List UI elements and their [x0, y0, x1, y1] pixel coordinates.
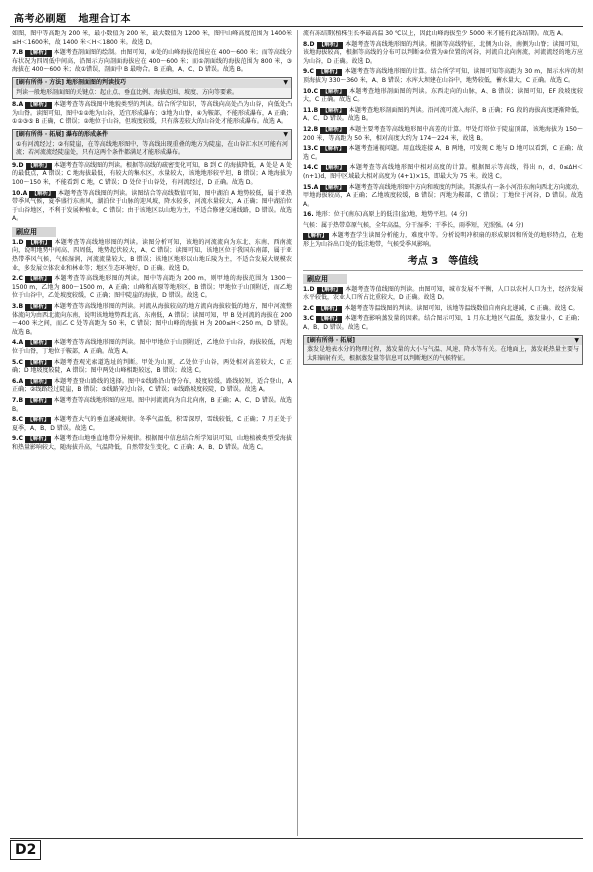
question-number: 2.C [12, 275, 26, 283]
analysis-tag: 【解析】 [27, 417, 50, 424]
analysis-tag: 【解析】 [27, 436, 50, 443]
question-number: 3.B [12, 303, 26, 311]
book-series: 高考必刷题 [14, 14, 67, 25]
tip-box-title [13, 131, 291, 140]
answer-text: 如图，图中等高距为 200 米，最小数值为 200 米，最大数值为 1200 米，图中山峰高度范围为 1400米≤H＜1600米，故 1400 米＜H＜1800 米。故选 D。 [12, 30, 292, 46]
analysis-tag: 【解析】 [322, 165, 345, 172]
answer-item [303, 107, 583, 124]
answer-item [12, 435, 292, 452]
analysis-tag: 【解析】 [318, 41, 342, 48]
answer-text: 本题考查影响蒸发量的因素。结合图示可知，1 月东北地区气温低，蒸发量小，C 正确；A、B、D 错误。故选 C。 [303, 315, 583, 332]
right-column [303, 30, 583, 836]
answer-text: 本题考查等高线图的判读。根据等高线的疏密变化可知，B 到 C 的海拔降低，A 处是 A 处的最低点，A 错误；C 地海拔最低，有较大的集水区，水量较大，该地地形较平坦，B 错误；A 地海拔为 100～150 米，不能看到 C 地，C 错误；D 处位于山谷处，有河流经过，D 正确。故选 D。 [12, 161, 292, 186]
question-number: 2.C [303, 304, 316, 312]
answer-text: 本题考查剖面图的绘制。由图可知，④处的山峰海拔范围应在 400～600 米；而等高线分布状况为四周低中间高，沿图示方向剖面海拔应在 400～600 米；而①剖面线的海拔范围为 800 米，③海拔在 400～600 米；故①错误，剖面中 B 最吻合。B 正确，A、C、D 错误。故选 B。 [12, 49, 292, 74]
answer-item [12, 49, 292, 75]
answer-item [12, 190, 292, 224]
answer-text: 本题考查等高线地形图的计算。结合所学可知，读图可知等高距为 30 m，图示水库的坝顶海拔为 330～360 米，A、B 错误；水库大坝建在山谷中，地势较低，蓄水量大，C 正确。故选 C。 [303, 68, 583, 84]
question-number: 11.B [303, 106, 321, 114]
answer-item [303, 126, 583, 143]
answer-text: 本题考查通视问题。用直线连接 A、B 两地，可发现 C 地与 D 地可以看到，C 正确；故选 C。 [303, 145, 583, 161]
analysis-tag: 【解析】 [27, 276, 50, 283]
analysis-tag: 【解析】 [305, 233, 328, 240]
question-number: 14.C [303, 164, 321, 172]
analysis-tag: 【解析】 [31, 190, 54, 197]
answer-item [303, 41, 583, 67]
question-number: 8.A [12, 101, 26, 109]
answer-text: 本题考查学生读图分析能力，难度中等。分析说明冲积扇的形成原因和所处的地形特点，在地形上为山谷出口处的低洼地带，气候受季风影响。 [303, 232, 583, 249]
answer-text: 本题考查地形剖面图的判读。东西走向的山脉，A、B 错误；读图可知，EF 段坡度较大，C 正确。故选 C。 [303, 87, 583, 104]
analysis-tag: 【解析】 [27, 378, 50, 385]
analysis-tag: 【解析】 [27, 162, 50, 169]
question-number: 1.D [303, 285, 317, 293]
tip-box [12, 77, 292, 99]
book-title: 地理合订本 [78, 14, 131, 25]
analysis-tag: 【解析】 [27, 102, 50, 109]
question-number: 7.B [12, 396, 26, 404]
answer-item [12, 378, 292, 395]
answer-item [303, 232, 583, 249]
analysis-tag: 【解析】 [317, 305, 341, 312]
question-number: 9.C [303, 68, 317, 76]
answer-text: 本题考查等温线图的判读。读图可知，该地等温线数值自南向北递减，C 正确。故选 C。 [344, 304, 579, 312]
analysis-tag: 【解析】 [318, 316, 341, 323]
analysis-tag: 【解析】 [322, 88, 345, 95]
topic-heading: 考点 3 等值线 [303, 254, 583, 271]
answer-text: 本题考查等高线地形图的判读。图中甲地位于山顶附近，乙地位于山谷，海拔较低，丙地位于山脊，丁地位于鞍部，A 正确。故选 A。 [12, 339, 292, 355]
tip-box-title [13, 79, 291, 88]
answer-text: 本题考查大气的垂直递减规律。冬季气温低，积雪深厚，雪线较低，C 正确；7 月正处于夏季，A、B、D 错误。故选 C。 [12, 416, 292, 432]
triangle-down-icon: ▼ [574, 336, 579, 344]
analysis-tag: 【解析】 [27, 239, 51, 246]
answer-text: 流有冻结期(植株生长季最高温 30 ℃以上，因此山峰海拔至少 5000 米才能有此冻结期)。故选 A。 [303, 30, 567, 37]
answer-item [12, 339, 292, 356]
analysis-tag: 【解析】 [27, 304, 50, 311]
answer-item [303, 315, 583, 332]
question-number: 9.D [12, 161, 26, 169]
section-heading: 刷应用 [303, 274, 347, 284]
question-number: 16. [303, 211, 316, 219]
answer-item [12, 101, 292, 127]
analysis-tag: 【解析】 [27, 359, 50, 366]
tip-box-title-text: [刷有所得 · 拓展] 瀑布的形成条件 [16, 130, 109, 138]
answer-item [12, 303, 292, 337]
left-column [12, 30, 292, 836]
answer-text: 本题考查等高线地形图中方向和坡度的判读。其源头有一条小河沿东南向西北方向流动，甲地海拔较高，A 正确；乙地坡度较缓，B 错误；丙地为鞍部，C 错误；丁地位于河谷，D 错误。故选 A。 [303, 183, 583, 208]
answer-text: 本题主要考查等高线地形图中高差的计算。甲处灯塔位于陡崖顶部，该地海拔为 150～200 米，等高距为 50 米，相对高度大约为 174～224 米，故选 B。 [303, 125, 583, 142]
question-number: 7.B [12, 49, 26, 57]
analysis-tag: 【解析】 [27, 340, 50, 347]
answer-item [303, 68, 583, 85]
answer-item [303, 145, 583, 162]
answer-text: 本题考查等高线地形图的判读。根据等高线特征，北侧为山谷，南侧为山脊；读图可知，该地海拔较高，根据等高线的分布可以判断②位置为④位置的河谷，河流自北向南流，河流流经的地方应为山谷，D 正确。故选 D。 [303, 40, 583, 65]
answer-item [303, 222, 583, 231]
answer-text: 本题考查山地垂直地带分异规律。根据图中信息结合所学知识可知，山地植被类型受海拔和热量影响较大，随海拔升高，气温降低，自然带发生变化，C 正确；A、B、D 错误。故选 C。 [12, 435, 292, 451]
question-number: 15.A [303, 183, 321, 191]
answer-text: 本题考查观光索道选址的判断。甲处为山顶，乙处位于山谷，两处相对高差较大，C 正确；D 地坡度较陡，A 错误；图中两处山峰相距较远，B 错误；故选 C。 [12, 358, 292, 375]
question-number: 9.C [12, 435, 26, 443]
answer-item [303, 184, 583, 210]
triangle-down-icon: ▼ [283, 78, 288, 86]
answer-text: 本题考查等高线地形图的判读。图中等高距为 200 m，则甲地的海拔范围为 1300～1500 m，乙地为 800～1500 m，A 正确；山峰和高原等地形区，B 错误；甲地位于山顶附近，而乙地位于山谷中，乙处坡度较缓，C 正确；图中陡崖的海拔，D 错误。故选 C。 [12, 275, 292, 300]
answer-text: 气候：属于热带草原气候，全年高温，分干湿季；干季长，雨季短，光照强。(4 分) [303, 221, 524, 229]
answer-text: 本题考查登山路线的选择。图中①线路沿山脊分布，坡度较缓，路线较短，适合登山，A 正确；②线路经过陡崖，B 错误；③线路穿过山谷，C 错误；④线路坡度较陡，D 错误。故选 A。 [12, 377, 292, 394]
answer-item [303, 305, 583, 314]
answer-item [303, 88, 583, 105]
answer-text: 本题考查地形剖面图的判读。沿河流可流入海洋，B 正确；FG 段的海拔高度逐渐降低，A、C、D 错误。故选 B。 [303, 106, 583, 123]
question-number: 13.C [303, 145, 321, 153]
tip-box [303, 335, 583, 366]
answer-text: 本题考查等高线地形图的判读。河流从海拔较高的地方流向海拔较低的地方，图中河流整体流向为由西北流向东南，说明该地地势西北高、东南低，A 错误；读图可知，甲 B 处河流的海拔在 200～400 米之间，而乙 C 处等高距为 50 米，C 错误；图中山峰的海拔 H 为 200≤H＜250 m，D 错误。故选 B。 [12, 303, 292, 336]
question-number: 3.C [303, 315, 317, 323]
answer-item [303, 286, 583, 303]
question-number: 8.C [12, 416, 26, 424]
analysis-tag: 【解析】 [322, 126, 345, 133]
question-number: 1.D [12, 238, 26, 246]
tip-box-text: 判读一般地形剖面图的关键点：起止点、垂直比例、海拔范围、坡度、方向等要素。 [16, 88, 239, 96]
analysis-tag: 【解析】 [27, 397, 50, 404]
header-rule [10, 26, 583, 27]
column-divider [297, 30, 298, 836]
answer-item [12, 397, 292, 414]
analysis-tag: 【解析】 [322, 107, 345, 114]
analysis-tag: 【解析】 [27, 50, 50, 57]
tip-box-title [304, 337, 582, 346]
question-number: 8.D [303, 40, 317, 48]
analysis-tag: 【解析】 [318, 286, 342, 293]
section-heading: 刷应用 [12, 227, 56, 237]
tip-box-text: 蒸发是地表水分的物理过程，蒸发量的大小与气温、风速、降水等有关。在地面上，蒸发耗热量主要与太阳辐射有关，根据蒸发量等信息可以判断地区的气候特征。 [307, 346, 579, 362]
footer-rule [10, 838, 583, 839]
answer-item [12, 30, 292, 47]
answer-text: 本题考查等高线地形图的判读。读图分析可知，该地的河流流向为东北、东南、西南流向，说明地势中间高、四周低，地势起伏较大，A、C 错误；读图可知，该地区位于我国东南部，属于亚热带季风气候，气候湿润，河流流量较大，B 错误；该地区地形以山地丘陵为主，不适合发展大规模农业，多发展立体农业和林业等；地区生态环境好，D 正确。故选 D。 [12, 238, 292, 272]
answer-text: 本题考查等高线地形图中相对高度的计算。根据图示等高线，得出 n，d、0≤ΔH＜(n+1)d，图中区域最大相对高度为 (4+1)×15，即最大为 75 米。故选 C。 [303, 164, 583, 180]
answer-item [303, 164, 583, 181]
answer-item [12, 239, 292, 273]
answer-item [12, 416, 292, 433]
answer-item [12, 359, 292, 376]
answer-text: 本题考查等高线图的判读。读图结合等高线数值可知，图中湖泊 A 地势较低，属于亚热带季风气候，夏季盛行东南风，湖泊位于山脉的迎风坡，降水较多，河流水量较大，A 正确；图中湖泊位于山谷地区，不利于发展种植业，C 错误；由于该地区以山地为主，不适合修建交通线路，D 错误。故选 A。 [12, 189, 292, 223]
question-number: 5.C [12, 358, 26, 366]
analysis-tag: 【解析】 [322, 146, 345, 153]
answer-item [12, 162, 292, 188]
question-number: 12.B [303, 125, 321, 133]
analysis-tag: 【解析】 [322, 184, 345, 191]
analysis-tag: 【解析】 [318, 69, 341, 76]
answer-text: 本题考查等高线地形图的应用。图中河流流向为自北向南，B 正确；A、C、D 错误。故选 B。 [12, 396, 292, 413]
triangle-down-icon: ▼ [283, 130, 288, 138]
answer-item [303, 30, 583, 39]
answer-item [12, 275, 292, 301]
question-number: 10.A [12, 189, 30, 197]
answer-text: 地形：位于(南东)高原上的低洼(盆)地，地势平坦。(4 分) [315, 211, 468, 219]
question-number: 4.A [12, 339, 26, 347]
tip-box-title-text: [刷有所得 · 方法] 地形剖面图的判读技巧 [16, 78, 127, 86]
question-number: 10.C [303, 87, 321, 95]
answer-text: 本题考查等值线图的判读。由图可知，城市发展不平衡，人口以农村人口为主，经济发展水平较低，农业人口所占比重较大，D 正确。故选 D。 [303, 285, 583, 302]
answer-item [303, 211, 583, 220]
tip-box-title-text: [刷有所得 · 拓展] [307, 336, 355, 344]
tip-box [12, 129, 292, 160]
question-number: 6.A [12, 377, 26, 385]
page-number: D2 [10, 840, 41, 860]
tip-box-text: ①有河流经过；②有陡崖，在等高线地形图中，等高线出现重叠的地方为陡崖，在山谷汇水区可能有河流；若河流流经陡崖处，只有这两个条件都满足才能形成瀑布。 [16, 140, 288, 157]
answer-text: 本题考查等高线图中地貌类型的判读。结合所学知识，等高线向高处凸为山谷，向低处凸为山脊。读图可知，图中①②地为山谷，适宜形成瀑布；③地为山脊，④为鞍部，不能形成瀑布，A 正确；①②③⑤ B 正确，C 错误；②地位于山谷，但坡度较缓，只有落差较大的山谷处才能形成瀑布。故选 A。 [12, 101, 292, 126]
page-header [14, 10, 579, 26]
